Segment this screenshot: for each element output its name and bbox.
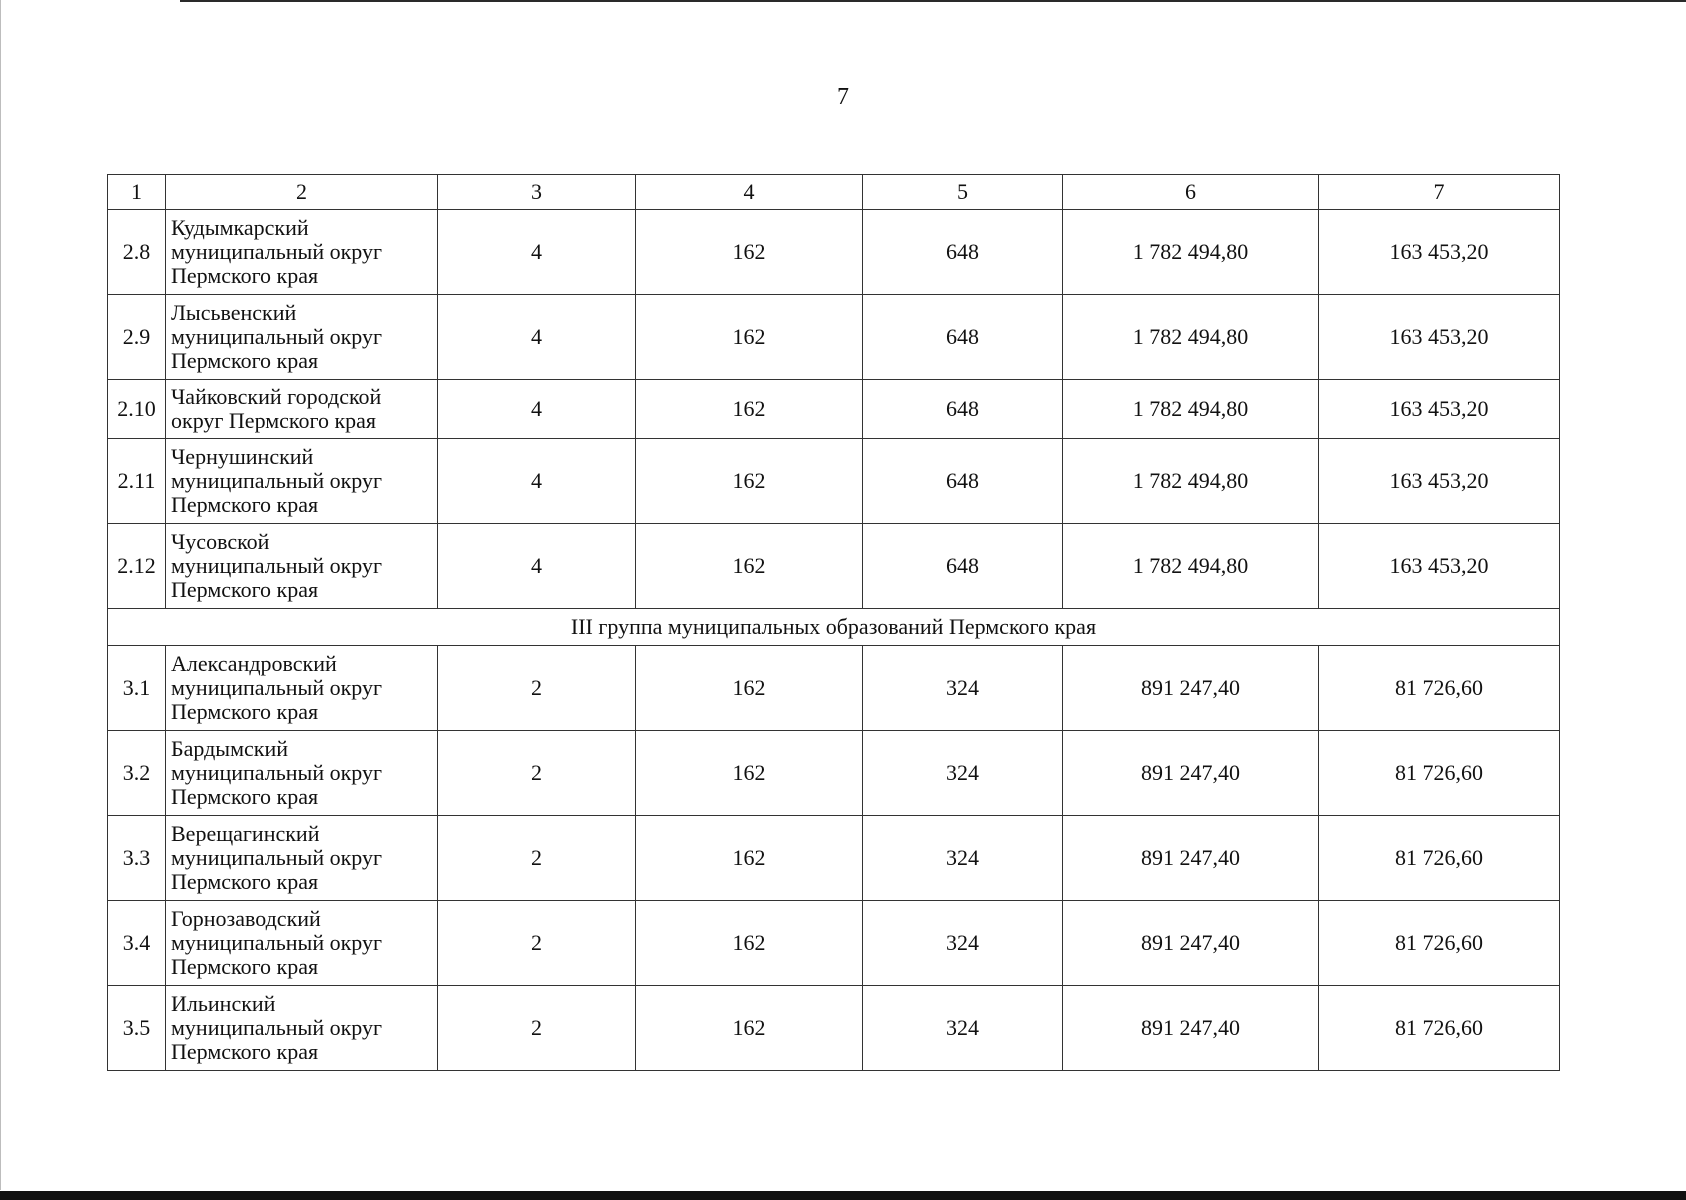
value-col-4: 162: [636, 210, 863, 295]
row-number: 2.8: [108, 210, 166, 295]
table-body: [108, 175, 1560, 1071]
municipality-name: [166, 380, 438, 439]
name-line: Пермского края: [171, 348, 319, 373]
value-col-4: 162: [636, 380, 863, 439]
name-line: Пермского края: [171, 954, 319, 979]
value-col-6: 1 782 494,80: [1063, 210, 1319, 295]
value-col-7: 163 453,20: [1319, 524, 1560, 609]
name-line: муниципальный округ: [171, 675, 383, 700]
value-col-5: 648: [863, 210, 1063, 295]
row-number: 3.5: [108, 986, 166, 1071]
table-row: [108, 901, 1560, 986]
value-col-3: 4: [438, 210, 636, 295]
value-col-7: 81 726,60: [1319, 731, 1560, 816]
column-header: 3: [438, 175, 636, 210]
municipality-name: [166, 901, 438, 986]
table-row: [108, 731, 1560, 816]
column-header: 5: [863, 175, 1063, 210]
value-col-7: 163 453,20: [1319, 380, 1560, 439]
municipality-name: [166, 646, 438, 731]
scan-edge-bottom: [0, 1191, 1686, 1200]
table-row: [108, 439, 1560, 524]
scan-edge-top: [180, 0, 1686, 2]
value-col-3: 2: [438, 901, 636, 986]
table-row: [108, 986, 1560, 1071]
value-col-5: 324: [863, 731, 1063, 816]
value-col-3: 4: [438, 439, 636, 524]
value-col-5: 324: [863, 901, 1063, 986]
value-col-3: 4: [438, 380, 636, 439]
value-col-5: 324: [863, 816, 1063, 901]
name-line: муниципальный округ: [171, 760, 383, 785]
value-col-6: 891 247,40: [1063, 816, 1319, 901]
value-col-4: 162: [636, 439, 863, 524]
municipality-name: [166, 210, 438, 295]
value-col-5: 648: [863, 439, 1063, 524]
value-col-7: 81 726,60: [1319, 816, 1560, 901]
value-col-6: 1 782 494,80: [1063, 295, 1319, 380]
municipality-name: [166, 986, 438, 1071]
value-col-4: 162: [636, 646, 863, 731]
value-col-4: 162: [636, 986, 863, 1071]
name-line: Пермского края: [171, 492, 319, 517]
value-col-5: 324: [863, 646, 1063, 731]
municipality-name: [166, 524, 438, 609]
data-table: [107, 174, 1560, 1071]
name-line: муниципальный округ: [171, 845, 383, 870]
name-line: Чусовской: [171, 529, 270, 554]
value-col-7: 81 726,60: [1319, 986, 1560, 1071]
row-number: 2.11: [108, 439, 166, 524]
value-col-3: 4: [438, 295, 636, 380]
value-col-4: 162: [636, 524, 863, 609]
value-col-7: 163 453,20: [1319, 295, 1560, 380]
municipality-name: [166, 816, 438, 901]
name-line: Чернушинский: [171, 444, 314, 469]
value-col-6: 891 247,40: [1063, 901, 1319, 986]
value-col-4: 162: [636, 901, 863, 986]
name-line: Пермского края: [171, 263, 319, 288]
value-col-7: 163 453,20: [1319, 210, 1560, 295]
value-col-6: 891 247,40: [1063, 731, 1319, 816]
name-line: Горнозаводский: [171, 906, 321, 931]
value-col-4: 162: [636, 295, 863, 380]
row-number: 2.9: [108, 295, 166, 380]
name-line: Лысьвенский: [171, 300, 297, 325]
value-col-5: 648: [863, 295, 1063, 380]
value-col-3: 2: [438, 986, 636, 1071]
header-row: [108, 175, 1560, 210]
name-line: Кудымкарский: [171, 215, 309, 240]
value-col-3: 2: [438, 646, 636, 731]
value-col-4: 162: [636, 731, 863, 816]
table-row: [108, 210, 1560, 295]
row-number: 3.1: [108, 646, 166, 731]
value-col-3: 2: [438, 731, 636, 816]
column-header: 4: [636, 175, 863, 210]
name-line: муниципальный округ: [171, 468, 383, 493]
name-line: муниципальный округ: [171, 1015, 383, 1040]
name-line: муниципальный округ: [171, 553, 383, 578]
value-col-5: 324: [863, 986, 1063, 1071]
value-col-3: 4: [438, 524, 636, 609]
name-line: Пермского края: [171, 1039, 319, 1064]
row-number: 3.2: [108, 731, 166, 816]
row-number: 3.4: [108, 901, 166, 986]
value-col-3: 2: [438, 816, 636, 901]
value-col-5: 648: [863, 380, 1063, 439]
table-row: [108, 524, 1560, 609]
table-row: [108, 380, 1560, 439]
name-line: Бардымский: [171, 736, 289, 761]
table-row: [108, 646, 1560, 731]
column-header: 7: [1319, 175, 1560, 210]
name-line: Ильинский: [171, 991, 276, 1016]
value-col-6: 891 247,40: [1063, 986, 1319, 1071]
row-number: 3.3: [108, 816, 166, 901]
value-col-5: 648: [863, 524, 1063, 609]
municipality-name: [166, 295, 438, 380]
value-col-6: 1 782 494,80: [1063, 524, 1319, 609]
name-line: муниципальный округ: [171, 239, 383, 264]
value-col-6: 891 247,40: [1063, 646, 1319, 731]
value-col-4: 162: [636, 816, 863, 901]
name-line: округ Пермского края: [171, 408, 377, 433]
column-header: 2: [166, 175, 438, 210]
name-line: Пермского края: [171, 699, 319, 724]
value-col-6: 1 782 494,80: [1063, 439, 1319, 524]
municipality-name: [166, 439, 438, 524]
value-col-7: 81 726,60: [1319, 646, 1560, 731]
name-line: Пермского края: [171, 784, 319, 809]
name-line: муниципальный округ: [171, 930, 383, 955]
value-col-7: 81 726,60: [1319, 901, 1560, 986]
column-header: 6: [1063, 175, 1319, 210]
row-number: 2.12: [108, 524, 166, 609]
column-header: 1: [108, 175, 166, 210]
value-col-7: 163 453,20: [1319, 439, 1560, 524]
page-number: 7: [837, 84, 849, 110]
scan-edge-left: [0, 0, 1, 1190]
name-line: Александровский: [171, 651, 337, 676]
table-row: [108, 816, 1560, 901]
name-line: Пермского края: [171, 869, 319, 894]
name-line: Верещагинский: [171, 821, 320, 846]
value-col-6: 1 782 494,80: [1063, 380, 1319, 439]
table-row: [108, 295, 1560, 380]
group-label: III группа муниципальных образований Пермского края: [108, 609, 1560, 646]
name-line: муниципальный округ: [171, 324, 383, 349]
row-number: 2.10: [108, 380, 166, 439]
name-line: Пермского края: [171, 577, 319, 602]
municipality-name: [166, 731, 438, 816]
name-line: Чайковский городской: [171, 384, 382, 409]
group-header-row: [108, 609, 1560, 646]
